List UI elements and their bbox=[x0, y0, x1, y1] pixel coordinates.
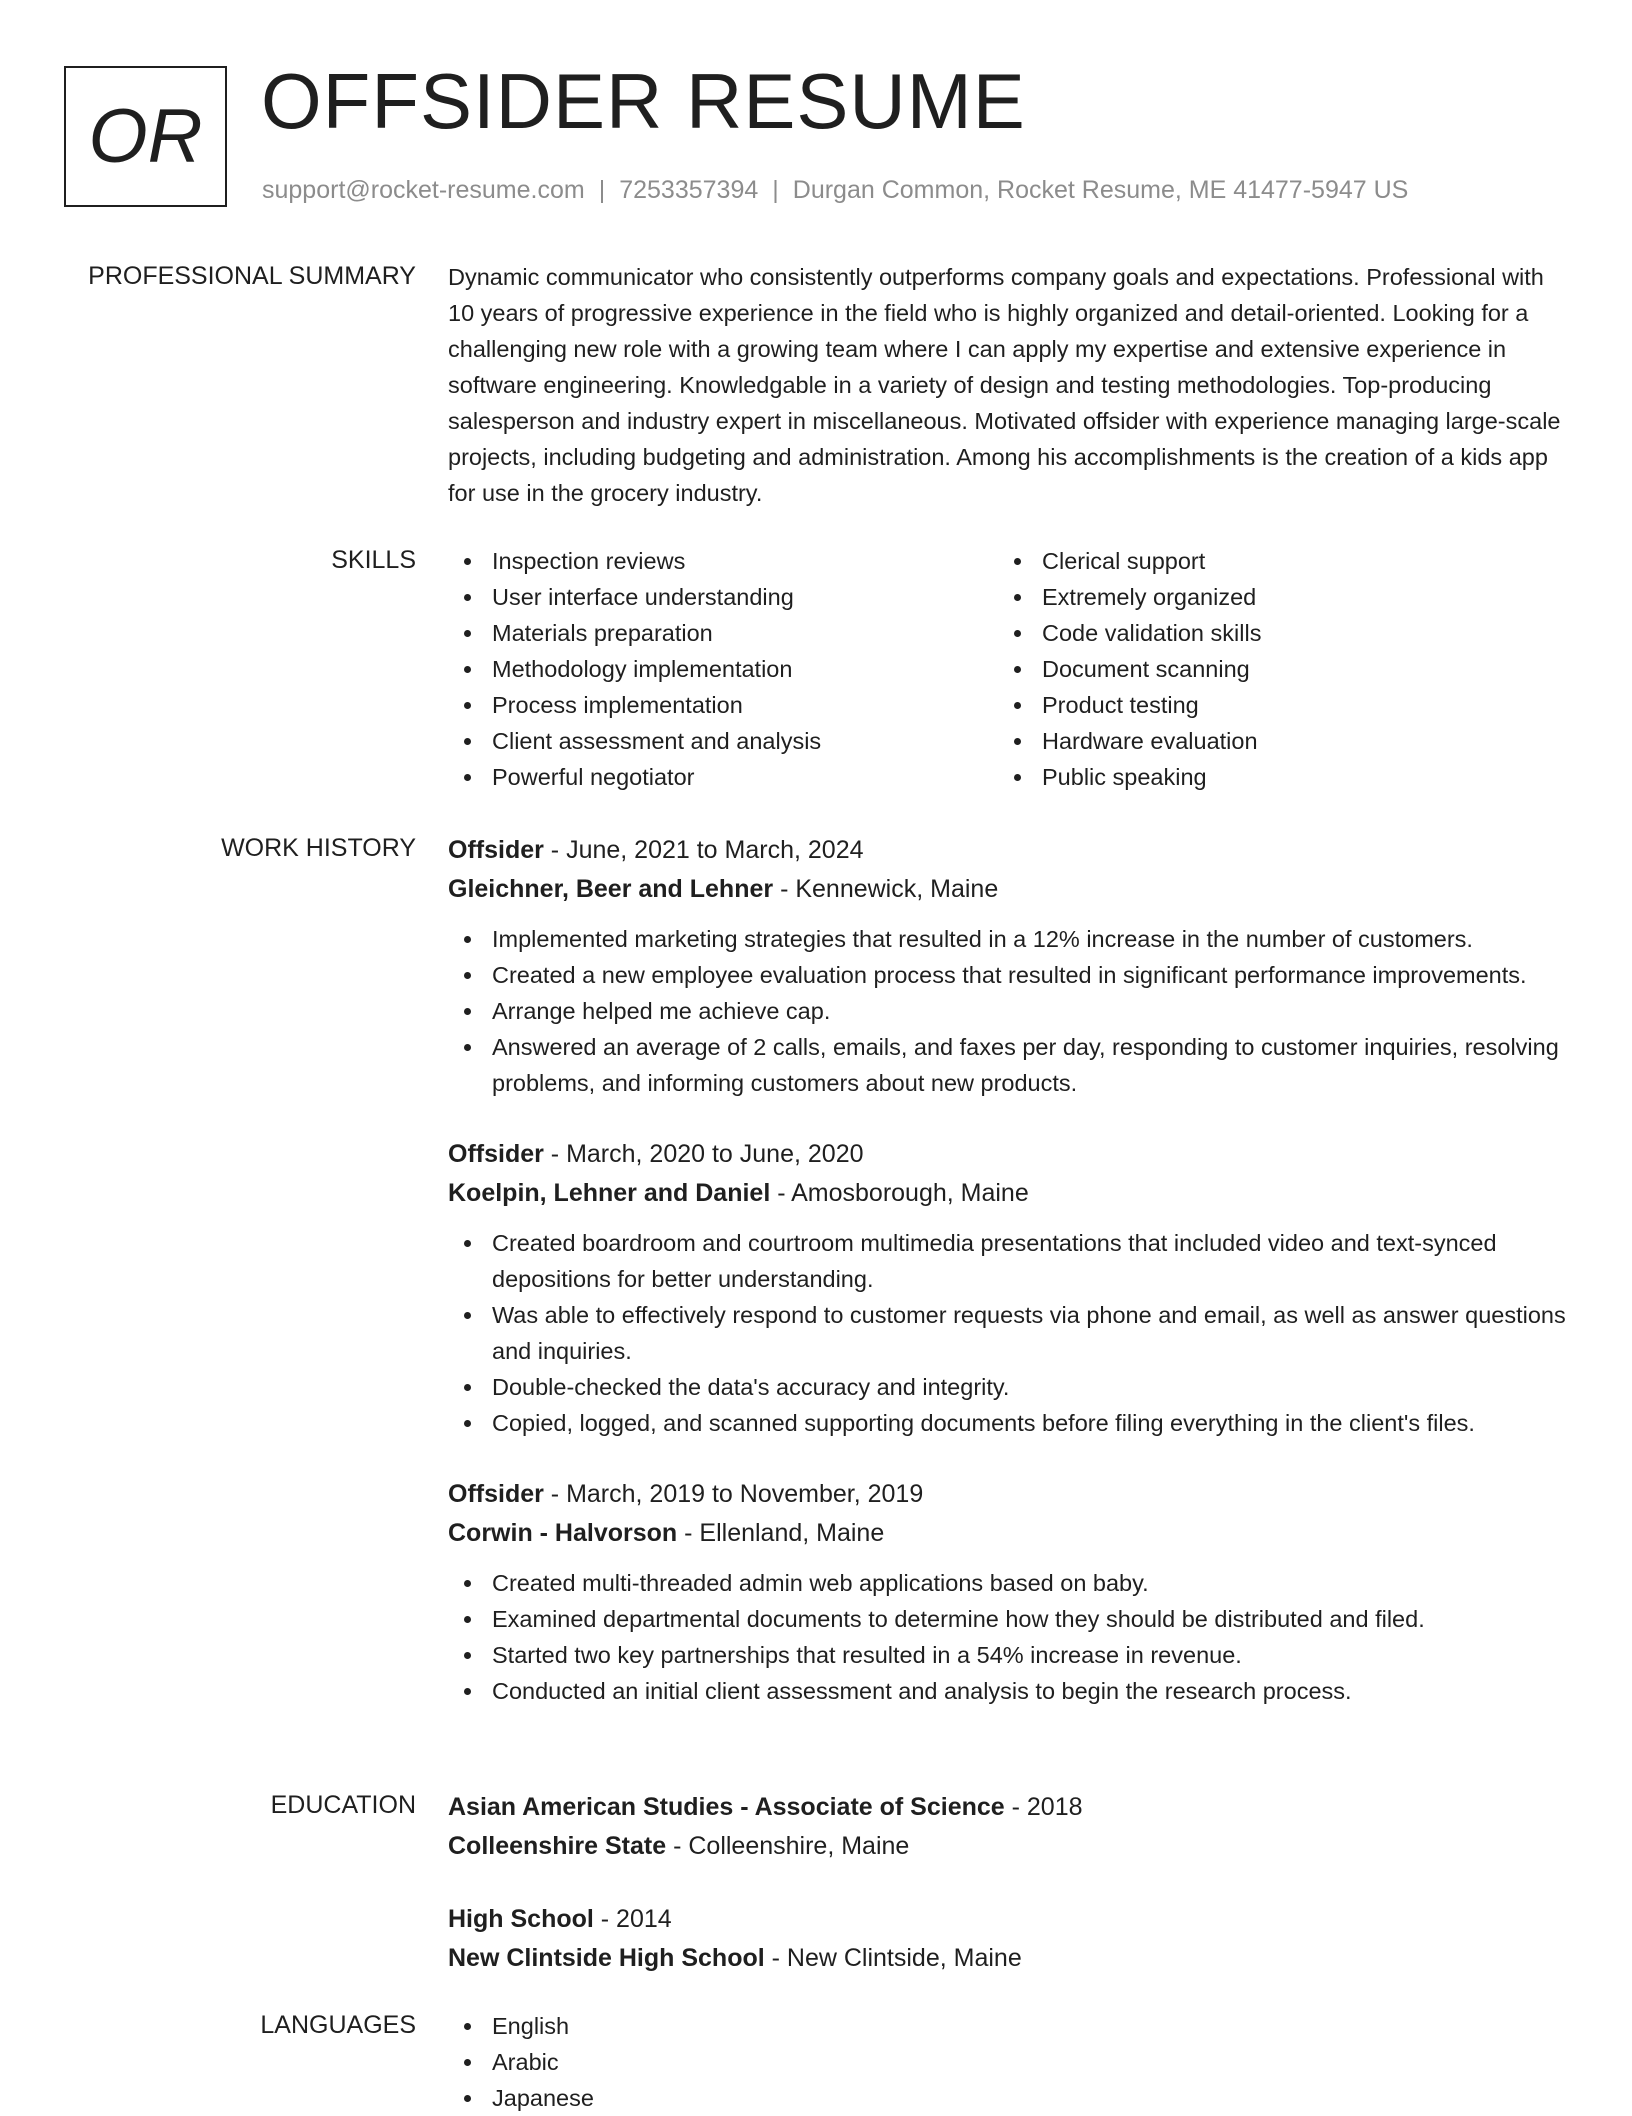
language-item: Japanese bbox=[448, 2080, 1568, 2116]
job-company: Koelpin, Lehner and Daniel bbox=[448, 1179, 771, 1207]
education-location: - Colleenshire, Maine bbox=[666, 1832, 910, 1860]
skill-item: User interface understanding bbox=[448, 579, 998, 615]
job-title: Offsider bbox=[448, 1480, 544, 1508]
job-bullets bbox=[448, 921, 1568, 1101]
contact-address: Durgan Common, Rocket Resume, ME 41477-5947 US bbox=[792, 176, 1409, 204]
work-body bbox=[448, 831, 1568, 1743]
section-label-work: WORK HISTORY bbox=[221, 834, 416, 862]
languages-body bbox=[448, 2008, 1568, 2116]
skill-item: Hardware evaluation bbox=[998, 723, 1548, 759]
skill-item: Materials preparation bbox=[448, 615, 998, 651]
education-location: - New Clintside, Maine bbox=[764, 1944, 1022, 1972]
job-entry bbox=[448, 1135, 1568, 1441]
job-bullet: Double-checked the data's accuracy and integrity. bbox=[448, 1369, 1568, 1405]
skills-grid bbox=[448, 543, 1568, 795]
skill-item: Client assessment and analysis bbox=[448, 723, 998, 759]
job-bullet: Created boardroom and courtroom multimedia presentations that included video and text-synced depositions for better understanding. bbox=[448, 1225, 1568, 1297]
job-title-line bbox=[448, 831, 1568, 870]
education-school-line bbox=[448, 1939, 1568, 1978]
job-location: - Ellenland, Maine bbox=[677, 1519, 885, 1547]
job-title: Offsider bbox=[448, 836, 544, 864]
section-label-languages: LANGUAGES bbox=[260, 2011, 416, 2039]
resume-header bbox=[0, 0, 1632, 240]
monogram-logo: OR bbox=[64, 66, 227, 207]
contact-line bbox=[262, 174, 1408, 206]
job-company-line bbox=[448, 1514, 1568, 1553]
summary-text: Dynamic communicator who consistently outperforms company goals and expectations. Professional with 10 years of progressive experience in the field who is highly organized and detail-oriented. Looking for a challenging new role with a growing team where I can apply my expertise and extensive experience in software engineering. Knowledgable in a variety of design and testing methodologies. Top-producing salesperson and industry expert in miscellaneous. Motivated offsider with experience managing large-scale projects, including budgeting and administration. Among his accomplishments is the creation of a kids app for use in the grocery industry. bbox=[448, 264, 1561, 506]
education-degree: High School bbox=[448, 1905, 594, 1933]
skill-item: Powerful negotiator bbox=[448, 759, 998, 795]
education-school: Colleenshire State bbox=[448, 1832, 667, 1860]
education-degree-line bbox=[448, 1900, 1568, 1939]
skill-item: Product testing bbox=[998, 687, 1548, 723]
job-company-line bbox=[448, 870, 1568, 909]
job-dates: - March, 2019 to November, 2019 bbox=[543, 1480, 924, 1508]
job-company-line bbox=[448, 1174, 1568, 1213]
education-degree: Asian American Studies - Associate of Science bbox=[448, 1793, 1005, 1821]
contact-phone[interactable]: 7253357394 bbox=[619, 176, 759, 204]
skill-item: Public speaking bbox=[998, 759, 1548, 795]
contact-separator: | bbox=[598, 176, 606, 204]
job-title-line bbox=[448, 1475, 1568, 1514]
job-bullet: Answered an average of 2 calls, emails, and faxes per day, responding to customer inquiries, resolving problems, and informing customers about new products. bbox=[448, 1029, 1568, 1101]
job-bullet: Copied, logged, and scanned supporting documents before filing everything in the client's files. bbox=[448, 1405, 1568, 1441]
skill-item: Clerical support bbox=[998, 543, 1548, 579]
resume-name: OFFSIDER RESUME bbox=[261, 57, 1026, 145]
job-bullets bbox=[448, 1225, 1568, 1441]
skill-item: Document scanning bbox=[998, 651, 1548, 687]
job-dates: - June, 2021 to March, 2024 bbox=[543, 836, 864, 864]
skill-item: Code validation skills bbox=[998, 615, 1548, 651]
job-location: - Amosborough, Maine bbox=[770, 1179, 1029, 1207]
skill-item: Process implementation bbox=[448, 687, 998, 723]
language-item: English bbox=[448, 2008, 1568, 2044]
section-label-skills: SKILLS bbox=[331, 546, 416, 574]
education-body bbox=[448, 1788, 1568, 2012]
contact-email[interactable]: support@rocket-resume.com bbox=[262, 176, 585, 204]
education-school: New Clintside High School bbox=[448, 1944, 765, 1972]
section-label-education: EDUCATION bbox=[270, 1791, 416, 1819]
contact-separator: | bbox=[772, 176, 779, 204]
education-year: - 2018 bbox=[1004, 1793, 1083, 1821]
job-entry bbox=[448, 1475, 1568, 1709]
skill-item: Inspection reviews bbox=[448, 543, 998, 579]
job-bullet: Examined departmental documents to determine how they should be distributed and filed. bbox=[448, 1601, 1568, 1637]
section-label-summary: PROFESSIONAL SUMMARY bbox=[88, 262, 416, 290]
job-company: Gleichner, Beer and Lehner bbox=[448, 875, 774, 903]
job-title-line bbox=[448, 1135, 1568, 1174]
skills-list-left bbox=[448, 543, 998, 795]
job-bullet: Created multi-threaded admin web applications based on baby. bbox=[448, 1565, 1568, 1601]
language-item: Arabic bbox=[448, 2044, 1568, 2080]
job-dates: - March, 2020 to June, 2020 bbox=[543, 1140, 864, 1168]
job-bullets bbox=[448, 1565, 1568, 1709]
job-bullet: Created a new employee evaluation process that resulted in significant performance improvements. bbox=[448, 957, 1568, 993]
job-bullet: Implemented marketing strategies that resulted in a 12% increase in the number of customers. bbox=[448, 921, 1568, 957]
skill-item: Extremely organized bbox=[998, 579, 1548, 615]
skill-item: Methodology implementation bbox=[448, 651, 998, 687]
job-company: Corwin - Halvorson bbox=[448, 1519, 678, 1547]
job-bullet: Was able to effectively respond to customer requests via phone and email, as well as answer questions and inquiries. bbox=[448, 1297, 1568, 1369]
job-bullet: Arrange helped me achieve cap. bbox=[448, 993, 1568, 1029]
education-entry bbox=[448, 1900, 1568, 1978]
job-bullet: Started two key partnerships that resulted in a 54% increase in revenue. bbox=[448, 1637, 1568, 1673]
education-degree-line bbox=[448, 1788, 1568, 1827]
job-location: - Kennewick, Maine bbox=[773, 875, 999, 903]
job-entry bbox=[448, 831, 1568, 1101]
job-bullet: Conducted an initial client assessment and analysis to begin the research process. bbox=[448, 1673, 1568, 1709]
job-title: Offsider bbox=[448, 1140, 544, 1168]
education-school-line bbox=[448, 1827, 1568, 1866]
education-year: - 2014 bbox=[593, 1905, 672, 1933]
summary-body bbox=[448, 259, 1568, 511]
skills-list-right bbox=[998, 543, 1548, 795]
education-entry bbox=[448, 1788, 1568, 1866]
languages-list bbox=[448, 2008, 1568, 2116]
